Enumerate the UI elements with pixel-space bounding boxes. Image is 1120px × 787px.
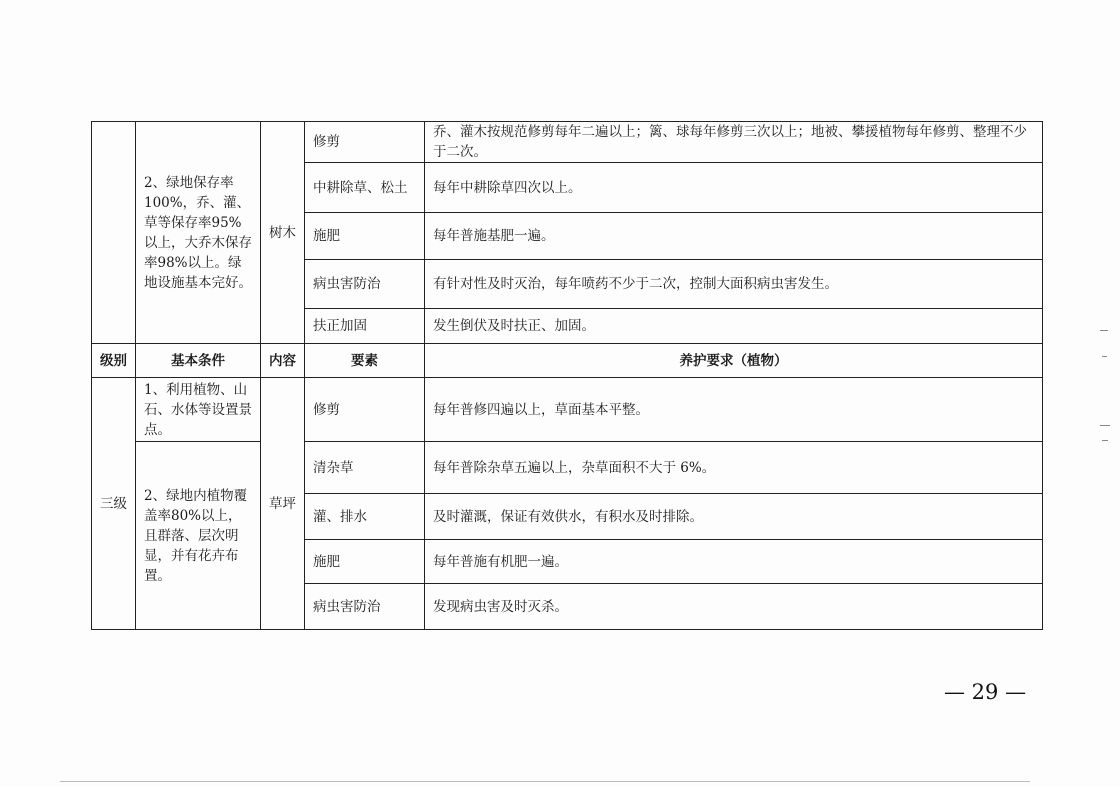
condition-cell: 2、绿地保存率100%，乔、灌、草等保存率95%以上，大乔木保存率98%以上。绿地设施基本完好。 (136, 122, 261, 344)
requirement-cell: 乔、灌木按规范修剪每年二遍以上；篱、球每年修剪三次以上；地被、攀援植物每年修剪、整理不少于二次。 (425, 122, 1043, 163)
scan-mark (1102, 440, 1108, 441)
element-cell: 清杂草 (305, 442, 425, 494)
element-cell: 灌、排水 (305, 494, 425, 540)
header-requirement: 养护要求（植物） (425, 344, 1043, 378)
element-cell: 病虫害防治 (305, 260, 425, 309)
element-cell: 中耕除草、松土 (305, 163, 425, 213)
header-element: 要素 (305, 344, 425, 378)
table-row (92, 122, 1043, 163)
content-cell: 草坪 (261, 378, 305, 630)
level-cell-empty (92, 122, 136, 344)
element-cell: 扶正加固 (305, 309, 425, 344)
page-number: — 29 — (944, 680, 1027, 704)
scan-mark (1102, 356, 1107, 357)
requirement-cell: 及时灌溉，保证有效供水，有积水及时排除。 (425, 494, 1043, 540)
requirement-cell: 每年普施基肥一遍。 (425, 213, 1043, 260)
requirement-cell: 发现病虫害及时灭杀。 (425, 584, 1043, 630)
element-cell: 施肥 (305, 213, 425, 260)
header-content: 内容 (261, 344, 305, 378)
element-cell: 修剪 (305, 122, 425, 163)
requirement-cell: 每年普修四遍以上，草面基本平整。 (425, 378, 1043, 442)
table-header-row (92, 344, 1043, 378)
table-row (92, 442, 1043, 494)
element-cell: 施肥 (305, 540, 425, 584)
content-cell: 树木 (261, 122, 305, 344)
element-cell: 病虫害防治 (305, 584, 425, 630)
condition-cell: 2、绿地内植物覆盖率80%以上，且群落、层次明显，并有花卉布置。 (136, 442, 261, 630)
requirement-cell: 每年普除杂草五遍以上，杂草面积不大于 6%。 (425, 442, 1043, 494)
header-condition: 基本条件 (136, 344, 261, 378)
table-row (92, 378, 1043, 442)
requirement-cell: 每年普施有机肥一遍。 (425, 540, 1043, 584)
header-level: 级别 (92, 344, 136, 378)
scan-mark (1100, 425, 1110, 426)
requirement-cell: 每年中耕除草四次以上。 (425, 163, 1043, 213)
requirement-cell: 发生倒伏及时扶正、加固。 (425, 309, 1043, 344)
condition-cell: 1、利用植物、山石、水体等设置景点。 (136, 378, 261, 442)
element-cell: 修剪 (305, 378, 425, 442)
level-cell: 三级 (92, 378, 136, 630)
bottom-edge-line (60, 781, 1030, 782)
scan-mark (1100, 330, 1108, 331)
requirement-cell: 有针对性及时灭治，每年喷药不少于二次，控制大面积病虫害发生。 (425, 260, 1043, 309)
maintenance-standards-table (91, 121, 1043, 630)
